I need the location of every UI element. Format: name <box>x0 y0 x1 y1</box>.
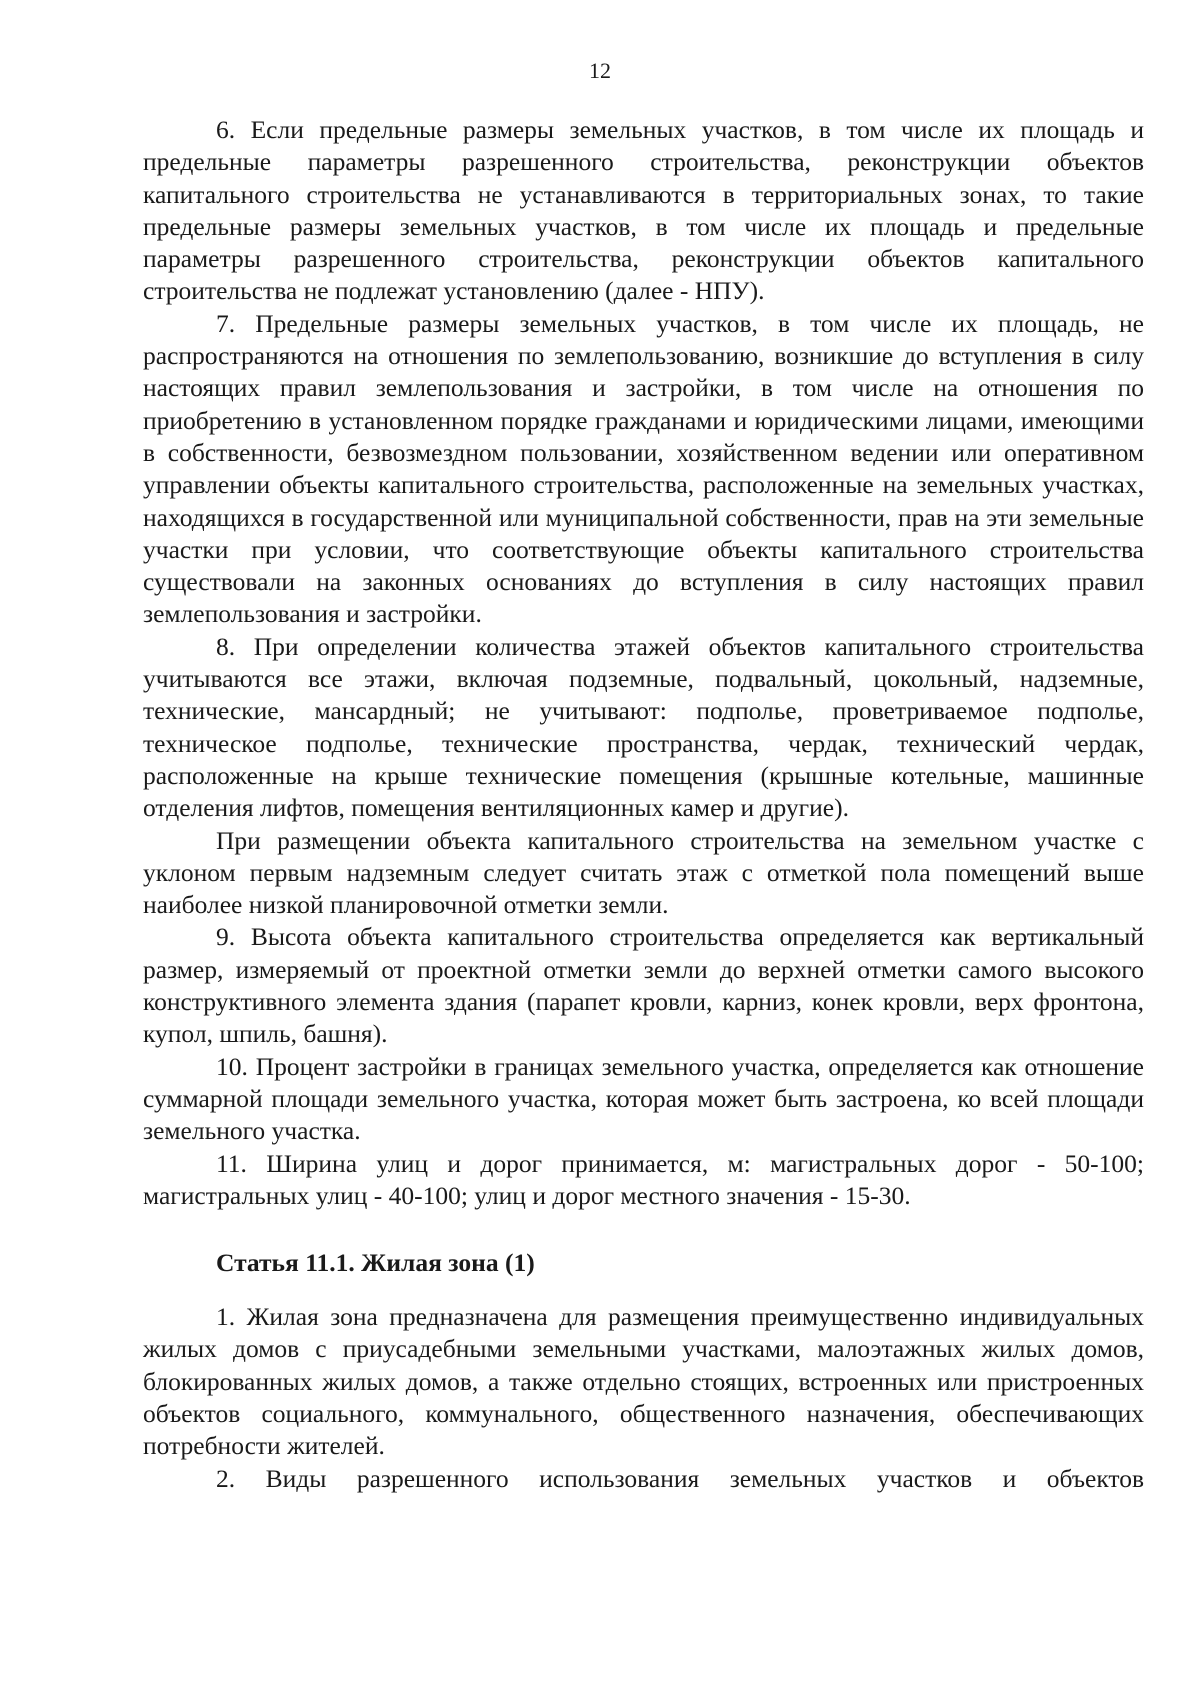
page-number: 12 <box>589 58 611 83</box>
paragraph-item-8: 8. При определении количества этажей объектов капитального строительства учитываются все этажи, включая подземные, подвальный, цокольный, надземные, технические, мансардный; не учитывают: подполье, проветриваемое подполье, техническое подполье, технические пространства, чердак, технический чердак, расположенные на крыше технические помещения (крышные котельные, машинные отделения лифтов, помещения вентиляционных камер и другие). <box>143 631 1144 823</box>
article-paragraph-2: 2. Виды разрешенного использования земельных участков и объектов <box>216 1463 1144 1493</box>
paragraph-item-11: 11. Ширина улиц и дорог принимается, м: магистральных дорог - 50-100; магистральных улиц - 40-100; улиц и дорог местного значения - 15-30. <box>143 1148 1144 1210</box>
paragraph-item-9: 9. Высота объекта капитального строительства определяется как вертикальный размер, измеряемый от проектной отметки земли до верхней отметки самого высокого конструктивного элемента здания (парапет кровли, карниз, конек кровли, верх фронтона, купол, шпиль, башня). <box>143 922 1144 1049</box>
document-body <box>143 114 1144 1495</box>
paragraph-item-6: 6. Если предельные размеры земельных участков, в том числе их площадь и предельные параметры разрешенного строительства, реконструкции объектов капитального строительства не устанавливаются в территориальных зонах, то такие предельные размеры земельных участков, в том числе их площадь и предельные параметры разрешенного строительства, реконструкции объектов капитального строительства не подлежат установлению (далее - НПУ). <box>143 115 1144 306</box>
paragraph-item-7: 7. Предельные размеры земельных участков, в том числе их площадь, не распространяются на отношения по землепользованию, возникшие до вступления в силу настоящих правил землепользования и застройки, в том числе на отношения по приобретению в установленном порядке гражданами и юридическими лицами, имеющими в собственности, безвозмездном пользовании, хозяйственном ведении или оперативном управлении объекты капитального строительства, расположенные на земельных участках, находящихся в государственной или муниципальной собственности, прав на эти земельные участки при условии, что соответствующие объекты капитального строительства существовали на законных основаниях до вступления в силу настоящих правил землепользования и застройки. <box>143 308 1144 629</box>
article-heading: Статья 11.1. Жилая зона (1) <box>216 1248 535 1278</box>
paragraph-item-8-continued: При размещении объекта капитального строительства на земельном участке с уклоном первым надземным следует считать этаж с отметкой пола помещений выше наиболее низкой планировочной отметки земли. <box>143 825 1144 920</box>
article-paragraph-1: 1. Жилая зона предназначена для размещения преимущественно индивидуальных жилых домов с приусадебными земельными участками, малоэтажных жилых домов, блокированных жилых домов, а также отдельно стоящих, встроенных или пристроенных объектов социального, коммунального, общественного назначения, обеспечивающих потребности жителей. <box>143 1302 1144 1461</box>
paragraph-item-10: 10. Процент застройки в границах земельного участка, определяется как отношение суммарной площади земельного участка, которая может быть застроена, ко всей площади земельного участка. <box>143 1051 1144 1146</box>
